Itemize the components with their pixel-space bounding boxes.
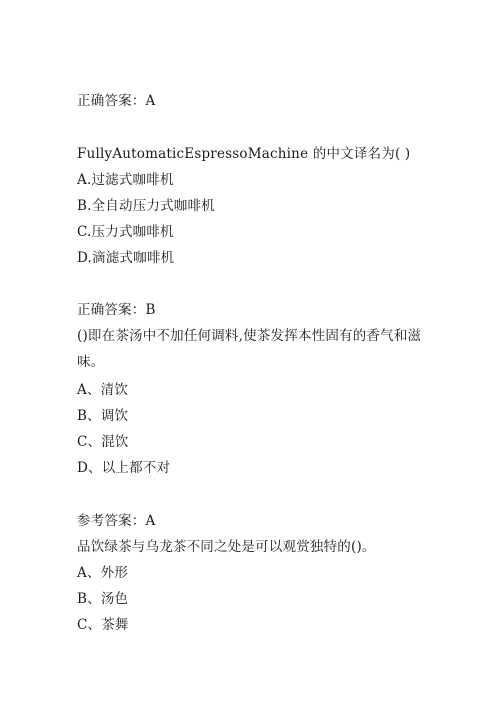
- question-1-option-c: C.压力式咖啡机: [77, 224, 174, 240]
- question-1-option-a: A.过滤式咖啡机: [77, 172, 174, 188]
- answer-line-3: 参考答案：A: [77, 513, 156, 529]
- question-1-option-b: B.全自动压力式咖啡机: [77, 198, 215, 214]
- question-3-option-a: A、外形: [77, 565, 129, 581]
- question-1-option-d: D.滴滤式咖啡机: [77, 250, 175, 266]
- question-2-option-b: B、调饮: [77, 408, 129, 424]
- answer-line-2: 正确答案：B: [77, 302, 156, 318]
- question-3-text: 品饮绿茶与乌龙茶不同之处是可以观赏独特的()。: [77, 539, 376, 555]
- answer-line-1: 正确答案：A: [77, 93, 156, 109]
- question-2-text: ()即在茶汤中不加任何调料,使茶发挥本性固有的香气和滋味。: [77, 328, 422, 370]
- question-2-option-c: C、混饮: [77, 434, 129, 450]
- question-2-option-a: A、清饮: [77, 382, 129, 398]
- question-3-option-c: C、茶舞: [77, 617, 129, 633]
- question-1-text: FullyAutomaticEspressoMachine 的中文译名为( ): [77, 146, 411, 162]
- question-3-option-b: B、汤色: [77, 591, 129, 607]
- question-2-option-d: D、以上都不对: [77, 460, 171, 476]
